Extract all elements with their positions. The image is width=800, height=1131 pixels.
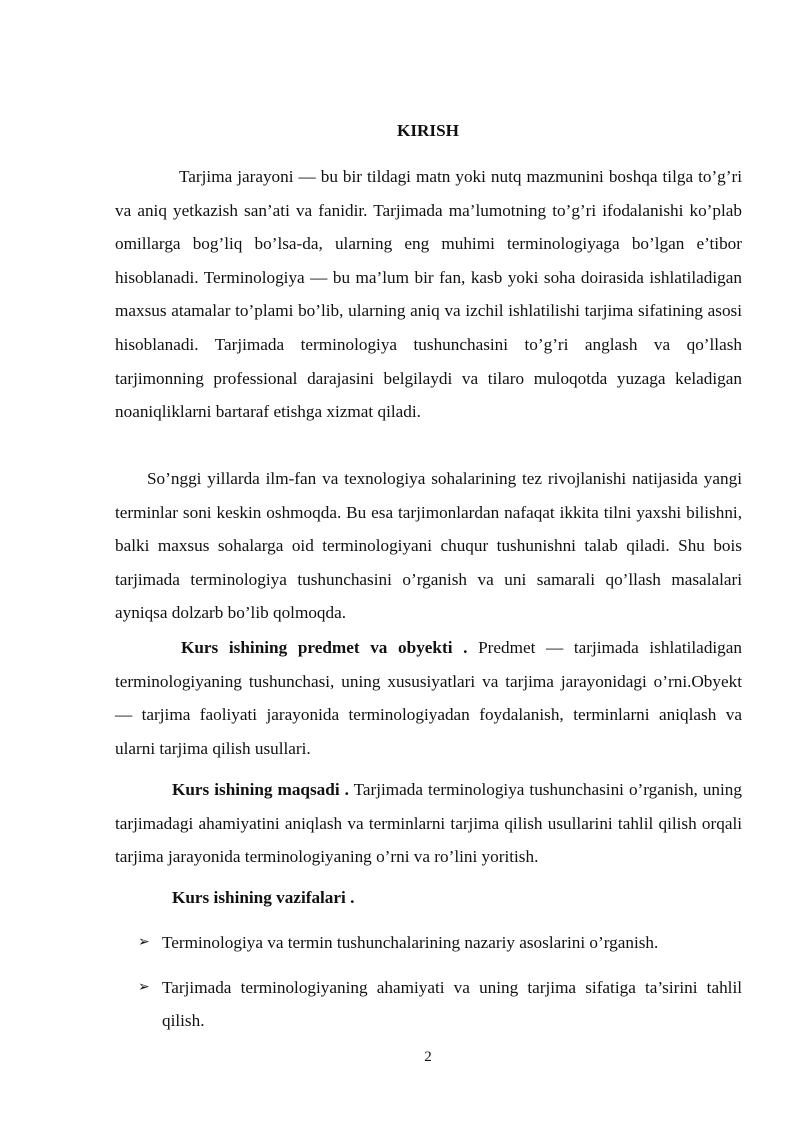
goal-paragraph [115, 773, 742, 874]
tasks-list [138, 926, 742, 1038]
intro-paragraph-2: So’nggi yillarda ilm-fan va texnologiya sohalarining tez rivojlanishi natijasida yangi terminlar soni keskin oshmoqda. Bu esa tarjimonlardan nafaqat ikkita tilni yaxshi bilishni, balki maxsus sohalarga oid terminologiyani chuqur tushunishni talab qiladi. Shu bois tarjimada terminologiya tushunchasini o’rganish va uni samarali qo’llash masalalari ayniqsa dolzarb bo’lib qolmoqda. [115, 469, 742, 623]
list-item [138, 971, 742, 1038]
subject-object-text: Predmet — tarjimada ishlatiladigan terminologiyaning tushunchasi, uning xususiyatlari va tarjima jarayonidagi o’rni.Obyekt — tarjima faoliyati jarayonida terminologiyadan foydalanish, terminlarni aniqlash va ularni tarjima qilish usullari. [115, 638, 742, 758]
tasks-heading-paragraph [115, 881, 742, 915]
subject-object-paragraph [115, 631, 742, 765]
arrowhead-bullet-icon: ➢ [138, 935, 150, 950]
tasks-label: Kurs ishining vazifalari . [172, 888, 355, 907]
goal-text: Tarjimada terminologiya tushunchasini o’rganish, uning tarjimadagi ahamiyatini aniqlash va terminlarni tarjima qilish usullarini tahlil qilish orqali tarjima jarayonida terminologiyaning o’rni va ro’lini yoritish. [115, 780, 742, 867]
task-text: Tarjimada terminologiyaning ahamiyati va uning tarjima sifatiga ta’sirini tahlil qilish. [162, 977, 742, 1031]
list-item [138, 926, 742, 960]
goal-label: Kurs ishining maqsadi . [172, 780, 349, 799]
subject-object-label: Kurs ishining predmet va obyekti . [181, 638, 468, 657]
page-title: KIRISH [396, 121, 460, 140]
arrowhead-bullet-icon: ➢ [138, 979, 150, 995]
task-text: Terminologiya va termin tushunchalarining nazariy asoslarini o’rganish. [162, 933, 659, 952]
page-number: 2 [424, 1049, 432, 1065]
intro-paragraph-1: Tarjima jarayoni — bu bir tildagi matn yoki nutq mazmunini boshqa tilga to’g’ri va aniq yetkazish san’ati va fanidir. Tarjimada ma’lumotning to’g’ri ifodalanishi ko’plab omillarga bog’liq bo’lsa-da, ularning eng muhimi terminologiyaga bo’lgan e’tibor hisoblanadi. Terminologiya — bu ma’lum bir fan, kasb yoki soha doirasida ishlatiladigan maxsus atamalar to’plami bo’lib, ularning aniq va izchil ishlatilishi tarjima sifatining asosi hisoblanadi. Tarjimada terminologiya tushunchasini to’g’ri anglash va qo’llash tarjimonning professional darajasini belgilaydi va tilaro muloqotda yuzaga keladigan noaniqliklarni bartaraf etishga xizmat qiladi. [115, 167, 742, 422]
